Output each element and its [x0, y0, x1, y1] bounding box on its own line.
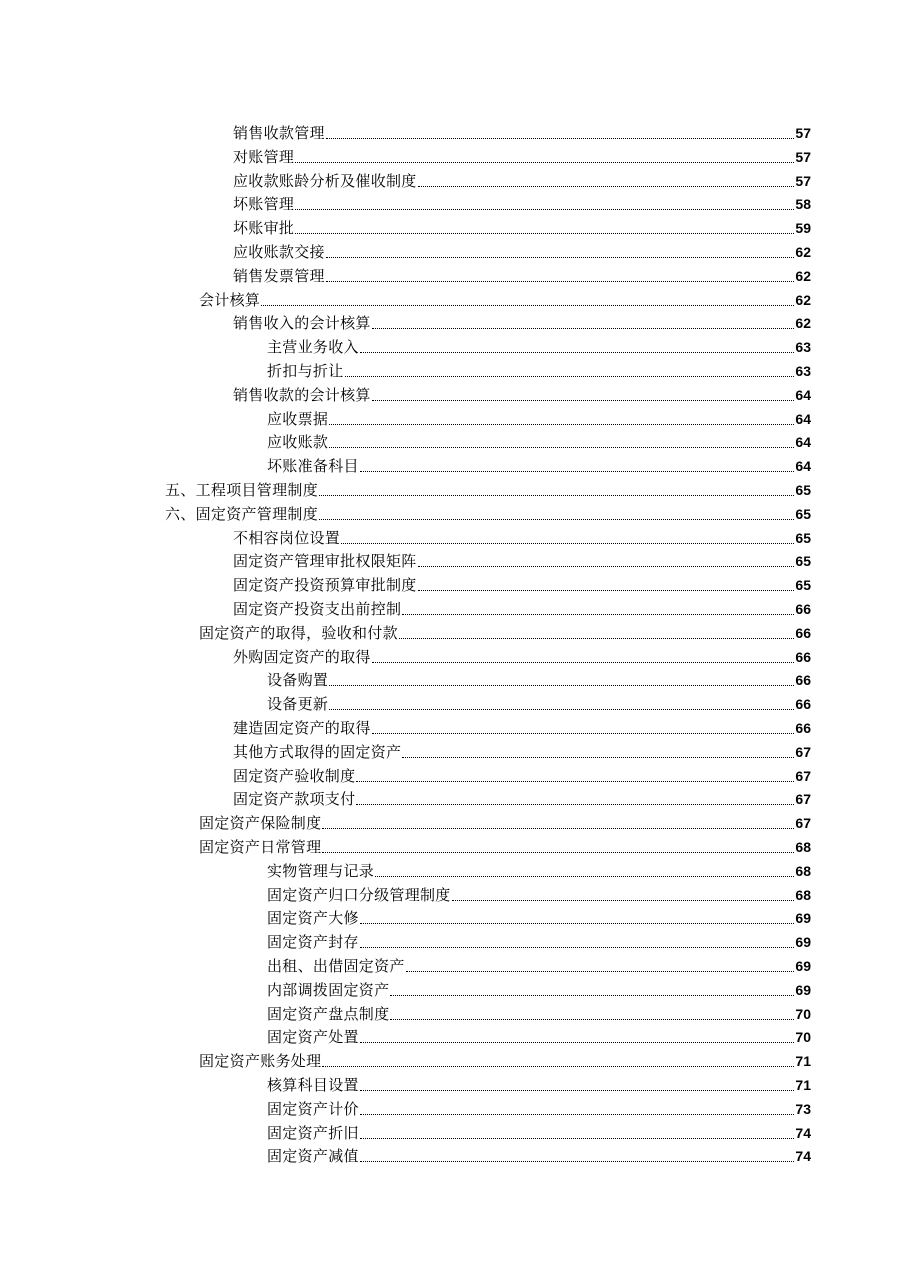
toc-dot-leader [402, 743, 794, 761]
toc-entry-title: 内部调拨固定资产 [267, 980, 390, 999]
toc-entry-title: 核算科目设置 [267, 1076, 359, 1094]
toc-page-number: 67 [795, 791, 811, 808]
toc-entry-title: 坏账审批 [233, 219, 295, 238]
toc-entry-title: 坏账准备科目 [267, 457, 359, 476]
toc-dot-leader [372, 719, 794, 737]
toc-dot-leader [452, 886, 794, 904]
toc-entry[interactable] [233, 190, 811, 213]
toc-dot-leader [322, 814, 794, 832]
toc-entry[interactable] [267, 1000, 811, 1023]
toc-entry-title: 主营业务收入 [267, 338, 359, 357]
toc-entry[interactable] [233, 238, 811, 261]
toc-dot-leader [360, 457, 794, 475]
toc-entry[interactable] [267, 881, 811, 904]
toc-entry[interactable] [233, 262, 811, 285]
toc-entry[interactable] [267, 1119, 811, 1142]
toc-entry-title: 固定资产投资预算审批制度 [233, 576, 417, 595]
toc-entry[interactable] [233, 762, 811, 785]
toc-dot-leader [360, 338, 794, 356]
toc-entry[interactable] [267, 1095, 811, 1118]
toc-dot-leader [295, 219, 794, 237]
toc-dot-leader [390, 1005, 794, 1023]
toc-page-number: 69 [795, 958, 811, 974]
toc-entry-title: 销售收款管理 [233, 124, 325, 142]
toc-page-number: 68 [795, 886, 811, 903]
toc-entry[interactable] [267, 857, 811, 880]
toc-entry-title: 固定资产日常管理 [199, 838, 322, 856]
toc-dot-leader [326, 124, 794, 142]
toc-dot-leader [356, 790, 794, 808]
toc-entry[interactable] [233, 167, 811, 190]
toc-entry[interactable] [233, 309, 811, 332]
toc-entry[interactable] [267, 428, 811, 451]
toc-page-number: 67 [795, 767, 811, 784]
toc-dot-leader [399, 624, 794, 642]
toc-entry-title: 出租、出借固定资产 [267, 957, 405, 975]
toc-entry-title: 销售收入的会计核算 [233, 314, 371, 333]
toc-page-number: 66 [795, 696, 811, 713]
toc-dot-leader [418, 576, 794, 594]
toc-entry[interactable] [199, 286, 811, 309]
toc-page-number: 62 [795, 244, 811, 260]
toc-page-number: 64 [795, 410, 811, 427]
toc-dot-leader [329, 410, 794, 428]
toc-entry[interactable] [233, 643, 811, 666]
toc-entry-title: 不相容岗位设置 [233, 528, 341, 547]
toc-dot-leader [295, 148, 794, 166]
toc-entry-title: 设备购置 [267, 671, 329, 690]
toc-entry-title: 六、固定资产管理制度 [165, 504, 319, 523]
toc-entry[interactable] [233, 381, 811, 404]
toc-page-number: 73 [795, 1100, 811, 1117]
toc-entry[interactable] [267, 904, 811, 927]
toc-entry[interactable] [233, 595, 811, 618]
toc-entry[interactable] [165, 476, 811, 499]
toc-entry-title: 五、工程项目管理制度 [165, 481, 319, 499]
toc-dot-leader [326, 243, 794, 261]
toc-entry-title: 坏账管理 [233, 195, 295, 214]
toc-entry[interactable] [199, 619, 811, 642]
toc-page-number: 70 [795, 1005, 811, 1022]
toc-page-number: 69 [795, 910, 811, 927]
toc-page-number: 57 [795, 125, 811, 141]
toc-entry-title: 其他方式取得的固定资产 [233, 742, 402, 761]
toc-page-number: 66 [795, 624, 811, 641]
toc-dot-leader [329, 695, 794, 713]
toc-entry[interactable] [267, 952, 811, 975]
toc-page-number: 65 [795, 553, 811, 570]
toc-dot-leader [329, 433, 794, 451]
toc-entry-title: 对账管理 [233, 147, 295, 166]
toc-page-number: 62 [795, 267, 811, 284]
toc-page-number: 65 [795, 482, 811, 498]
toc-page-number: 66 [795, 672, 811, 689]
toc-page-number: 66 [795, 601, 811, 617]
toc-page-number: 57 [795, 172, 811, 189]
toc-page-number: 57 [795, 148, 811, 165]
toc-page-number: 65 [795, 529, 811, 546]
toc-page-number: 65 [795, 577, 811, 594]
toc-page-number: 63 [795, 363, 811, 379]
toc-entry[interactable] [233, 143, 811, 166]
toc-entry[interactable] [267, 928, 811, 951]
toc-entry[interactable] [233, 571, 811, 594]
toc-page-number: 63 [795, 339, 811, 356]
toc-entry[interactable] [267, 1023, 811, 1046]
toc-entry[interactable] [233, 785, 811, 808]
toc-entry-title: 固定资产款项支付 [233, 790, 356, 809]
toc-page-number: 67 [795, 815, 811, 832]
toc-dot-leader [372, 314, 794, 332]
toc-entry[interactable] [267, 976, 811, 999]
toc-dot-leader [390, 981, 794, 999]
toc-entry[interactable] [199, 833, 811, 856]
toc-entry[interactable] [267, 357, 811, 380]
toc-entry-title: 应收账款 [267, 433, 329, 452]
toc-page-number: 74 [795, 1124, 811, 1141]
toc-page-number: 71 [795, 1077, 811, 1093]
toc-entry[interactable] [199, 1047, 811, 1070]
toc-entry[interactable] [233, 214, 811, 237]
toc-page-number: 64 [795, 458, 811, 475]
toc-page-number: 59 [795, 220, 811, 237]
toc-entry-title: 固定资产减值 [267, 1147, 359, 1166]
toc-entry[interactable] [165, 500, 811, 523]
toc-dot-leader [319, 481, 794, 499]
toc-page-number: 68 [795, 839, 811, 855]
toc-dot-leader [375, 862, 794, 880]
toc-entry[interactable] [233, 547, 811, 570]
toc-dot-leader [360, 909, 794, 927]
toc-entry[interactable] [267, 1071, 811, 1094]
toc-entry-title: 固定资产封存 [267, 933, 359, 952]
toc-page-number: 62 [795, 291, 811, 308]
toc-entry-title: 固定资产计价 [267, 1099, 359, 1118]
toc-dot-leader [418, 172, 794, 190]
toc-entry-title: 固定资产账务处理 [199, 1052, 322, 1071]
toc-entry-title: 销售收款的会计核算 [233, 385, 371, 404]
toc-dot-leader [329, 671, 794, 689]
toc-entry[interactable] [233, 524, 811, 547]
toc-entry-title: 固定资产归口分级管理制度 [267, 885, 451, 904]
toc-entry-title: 固定资产大修 [267, 909, 359, 928]
toc-entry-title: 固定资产管理审批权限矩阵 [233, 552, 417, 571]
toc-page-number: 71 [795, 1053, 811, 1070]
toc-entry-title: 固定资产验收制度 [233, 766, 356, 785]
toc-page-number: 64 [795, 434, 811, 451]
toc-entry[interactable] [267, 333, 811, 356]
toc-page-number: 62 [795, 315, 811, 332]
toc-dot-leader [372, 648, 794, 666]
toc-entry[interactable] [267, 405, 811, 428]
toc-dot-leader [372, 386, 794, 404]
toc-page-number: 70 [795, 1029, 811, 1046]
toc-entry-title: 固定资产的取得，验收和付款 [199, 623, 398, 642]
toc-entry-title: 外购固定资产的取得 [233, 647, 371, 666]
toc-dot-leader [360, 1147, 794, 1165]
toc-entry[interactable] [267, 452, 811, 475]
toc-page-number: 66 [795, 720, 811, 736]
toc-page-number: 65 [795, 505, 811, 522]
toc-page-number: 58 [795, 196, 811, 213]
toc-dot-leader [418, 552, 794, 570]
toc-page-number: 74 [795, 1148, 811, 1165]
toc-entry[interactable] [199, 809, 811, 832]
toc-entry-title: 应收账款交接 [233, 243, 325, 261]
toc-entry-title: 固定资产处置 [267, 1028, 359, 1047]
toc-entry-title: 应收款账龄分析及催收制度 [233, 171, 417, 190]
toc-entry[interactable] [233, 738, 811, 761]
toc-page-number: 69 [795, 934, 811, 951]
toc-dot-leader [360, 1124, 794, 1142]
toc-entry[interactable] [233, 119, 811, 142]
toc-entry-title: 固定资产折旧 [267, 1123, 359, 1142]
toc-page-number: 69 [795, 981, 811, 998]
toc-page-number: 64 [795, 386, 811, 403]
toc-entry-title: 实物管理与记录 [267, 861, 375, 880]
toc-dot-leader [360, 1028, 794, 1046]
toc-entry-title: 固定资产盘点制度 [267, 1004, 390, 1023]
toc-dot-leader [319, 505, 794, 523]
toc-page-number: 66 [795, 648, 811, 665]
toc-page-number: 67 [795, 743, 811, 760]
toc-entry-title: 设备更新 [267, 695, 329, 714]
toc-dot-leader [326, 267, 794, 285]
toc-dot-leader [402, 600, 794, 618]
toc-entry-title: 会计核算 [199, 290, 261, 309]
toc-dot-leader [261, 291, 794, 309]
toc-dot-leader [360, 1100, 794, 1118]
toc-dot-leader [341, 529, 794, 547]
toc-dot-leader [360, 1076, 794, 1094]
toc-entry-title: 折扣与折让 [267, 362, 344, 380]
toc-page-number: 68 [795, 862, 811, 879]
toc-dot-leader [295, 195, 794, 213]
toc-entry-title: 销售发票管理 [233, 266, 325, 285]
toc-entry[interactable] [267, 666, 811, 689]
toc-dot-leader [345, 362, 794, 380]
toc-dot-leader [406, 957, 794, 975]
toc-entry-title: 固定资产投资支出前控制 [233, 600, 402, 618]
toc-dot-leader [360, 933, 794, 951]
toc-entry[interactable] [233, 714, 811, 737]
toc-dot-leader [322, 838, 794, 856]
toc-entry-title: 固定资产保险制度 [199, 814, 322, 833]
toc-dot-leader [356, 767, 794, 785]
toc-dot-leader [322, 1052, 794, 1070]
toc-entry[interactable] [267, 690, 811, 713]
toc-entry[interactable] [267, 1142, 811, 1165]
toc-entry-title: 应收票据 [267, 409, 329, 428]
toc-entry-title: 建造固定资产的取得 [233, 719, 371, 737]
